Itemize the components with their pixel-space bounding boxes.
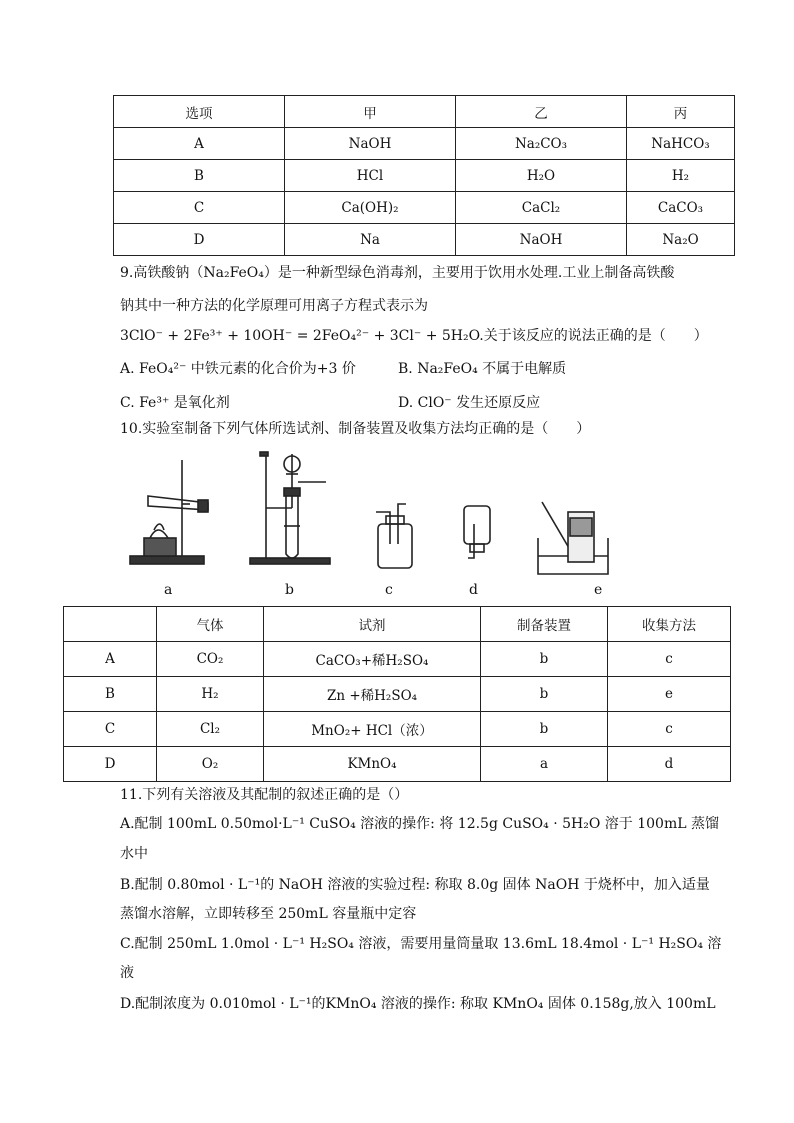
table-cell: CO₂ — [157, 642, 264, 677]
table-cell: CaCO₃ — [627, 192, 735, 224]
table-cell: a — [481, 747, 608, 782]
apparatus-label-b: b — [285, 582, 294, 598]
table-header-row — [114, 96, 735, 128]
q11-option-b-line-1: B.配制 0.80mol · L⁻¹的 NaOH 溶液的实验过程: 称取 8.0g 固体 NaOH 于烧杯中，加入适量 — [120, 877, 710, 893]
table-cell: Na — [285, 224, 456, 256]
options-table-1 — [113, 95, 735, 256]
table-header-cell: 收集方法 — [608, 607, 731, 642]
table-cell: CaCl₂ — [456, 192, 627, 224]
apparatus-label-c: c — [385, 582, 393, 598]
q10-stem: 10.实验室制备下列气体所选试剂、制备装置及收集方法均正确的是（ ） — [120, 421, 591, 437]
apparatus-label-d: d — [469, 582, 478, 598]
apparatus-label-a: a — [164, 582, 173, 598]
table-cell: D — [64, 747, 157, 782]
table-cell: B — [64, 677, 157, 712]
apparatus-e — [538, 502, 608, 574]
apparatus-d — [464, 506, 490, 558]
table-cell: Na₂O — [627, 224, 735, 256]
table-cell: A — [114, 128, 285, 160]
q11-option-c-line-1: C.配制 250mL 1.0mol · L⁻¹ H₂SO₄ 溶液，需要用量筒量取 13.6mL 18.4mol · L⁻¹ H₂SO₄ 溶 — [120, 936, 722, 952]
table-cell: C — [114, 192, 285, 224]
table-header-cell — [64, 607, 157, 642]
table-cell: NaHCO₃ — [627, 128, 735, 160]
table-cell: b — [481, 712, 608, 747]
table-header-cell: 乙 — [456, 96, 627, 128]
table-row — [114, 160, 735, 192]
q9-option-d: D. ClO⁻ 发生还原反应 — [398, 395, 541, 411]
table-cell: CaCO₃+稀H₂SO₄ — [264, 642, 481, 677]
table-cell: B — [114, 160, 285, 192]
table-header-cell: 甲 — [285, 96, 456, 128]
table-cell: HCl — [285, 160, 456, 192]
q11-option-c-line-2: 液 — [120, 965, 134, 981]
apparatus-b — [250, 452, 330, 564]
q9-line-2: 钠其中一种方法的化学原理可用离子方程式表示为 — [120, 298, 428, 314]
table-cell: H₂O — [456, 160, 627, 192]
table-cell: b — [481, 642, 608, 677]
q9-option-b: B. Na₂FeO₄ 不属于电解质 — [398, 361, 567, 377]
table-cell: A — [64, 642, 157, 677]
table-header-cell: 气体 — [157, 607, 264, 642]
table-cell: Zn +稀H₂SO₄ — [264, 677, 481, 712]
q9-equation: 3ClO⁻ + 2Fe³⁺ + 10OH⁻ = 2FeO₄²⁻ + 3Cl⁻ + 5H₂O.关于该反应的说法正确的是（ ） — [120, 328, 708, 344]
table-cell: Cl₂ — [157, 712, 264, 747]
q9-line-1: 9.高铁酸钠（Na₂FeO₄）是一种新型绿色消毒剂，主要用于饮用水处理.工业上制备高铁酸 — [120, 265, 675, 281]
q11-option-d-line-1: D.配制浓度为 0.010mol · L⁻¹的KMnO₄ 溶液的操作: 称取 KMnO₄ 固体 0.158g,放入 100mL — [120, 996, 716, 1012]
table-row — [64, 642, 731, 677]
q9-option-a: A. FeO₄²⁻ 中铁元素的化合价为+3 价 — [120, 361, 356, 377]
table-cell: Ca(OH)₂ — [285, 192, 456, 224]
apparatus-label-e: e — [594, 582, 603, 598]
table-header-row — [64, 607, 731, 642]
table-header-cell: 丙 — [627, 96, 735, 128]
table-cell: c — [608, 642, 731, 677]
table-header-cell: 制备装置 — [481, 607, 608, 642]
table-cell: c — [608, 712, 731, 747]
table-cell: H₂ — [627, 160, 735, 192]
table-cell: H₂ — [157, 677, 264, 712]
apparatus-c — [376, 504, 412, 568]
table-cell: d — [608, 747, 731, 782]
table-cell: KMnO₄ — [264, 747, 481, 782]
table-cell: Na₂CO₃ — [456, 128, 627, 160]
q11-option-b-line-2: 蒸馏水溶解，立即转移至 250mL 容量瓶中定容 — [120, 906, 417, 922]
table-cell: b — [481, 677, 608, 712]
table-cell: O₂ — [157, 747, 264, 782]
table-row — [64, 712, 731, 747]
q11-option-a-line-1: A.配制 100mL 0.50mol·L⁻¹ CuSO₄ 溶液的操作: 将 12.5g CuSO₄ · 5H₂O 溶于 100mL 蒸馏 — [120, 816, 719, 832]
table-cell: D — [114, 224, 285, 256]
table-row — [114, 128, 735, 160]
table-cell: NaOH — [285, 128, 456, 160]
table-cell: MnO₂+ HCl（浓） — [264, 712, 481, 747]
table-row — [64, 677, 731, 712]
q11-option-a-line-2: 水中 — [120, 846, 148, 862]
table-cell: NaOH — [456, 224, 627, 256]
q9-option-c: C. Fe³⁺ 是氧化剂 — [120, 395, 230, 411]
table-header-cell: 选项 — [114, 96, 285, 128]
table-cell: C — [64, 712, 157, 747]
table-header-cell: 试剂 — [264, 607, 481, 642]
apparatus-diagram — [128, 448, 628, 598]
table-row — [64, 747, 731, 782]
apparatus-a — [130, 460, 208, 564]
q11-stem: 11.下列有关溶液及其配制的叙述正确的是（） — [120, 787, 409, 803]
options-table-2 — [63, 606, 731, 782]
table-row — [114, 192, 735, 224]
table-row — [114, 224, 735, 256]
table-cell: e — [608, 677, 731, 712]
